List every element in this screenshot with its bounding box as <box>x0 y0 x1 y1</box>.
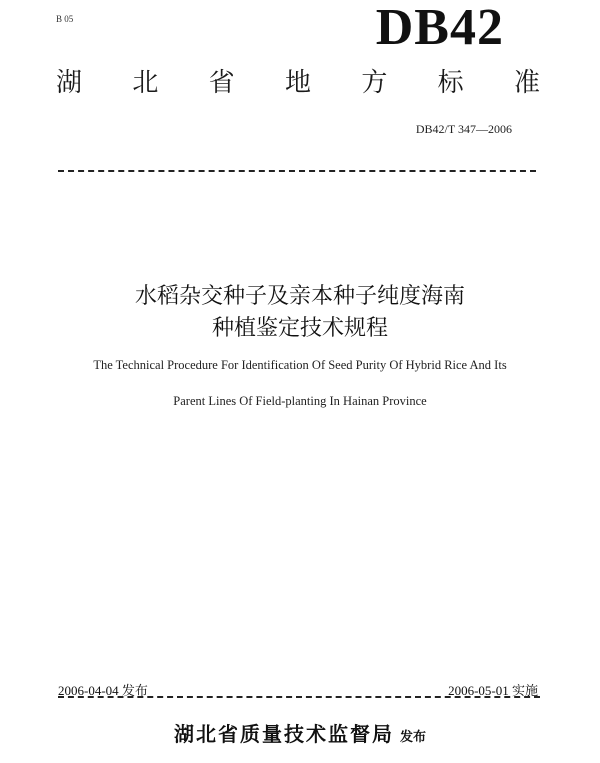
authority-char: 省 <box>208 68 235 98</box>
standard-number: DB42/T 347—2006 <box>415 122 512 136</box>
authority-char: 地 <box>284 68 311 98</box>
issuing-authority <box>0 718 600 747</box>
chinese-title-line-2: 种植鉴定技术规程 <box>211 316 388 341</box>
footer-divider <box>58 696 540 698</box>
authority-char: 北 <box>132 68 159 98</box>
english-title-line-2: Parent Lines Of Field-planting In Hainan Province <box>173 394 427 408</box>
issuer-suffix: 发布 <box>399 730 426 745</box>
authority-char: 标 <box>437 68 464 98</box>
authority-char: 方 <box>361 68 388 98</box>
authority-title <box>56 70 540 96</box>
issue-date: 2006-04-04 发布 <box>58 683 148 698</box>
chinese-title-line-1: 水稻杂交种子及亲本种子纯度海南 <box>134 284 465 309</box>
classification-code: B 05 <box>56 14 74 24</box>
implementation-date: 2006-05-01 实施 <box>448 683 538 698</box>
standard-mark: DB42 <box>375 0 504 56</box>
english-title-line-1: The Technical Procedure For Identification Of Seed Purity Of Hybrid Rice And Its <box>93 358 507 372</box>
issuer-name: 湖北省质量技术监督局 <box>173 722 394 746</box>
header-divider <box>58 170 536 172</box>
authority-char: 湖 <box>56 68 83 98</box>
authority-char: 准 <box>513 68 540 98</box>
